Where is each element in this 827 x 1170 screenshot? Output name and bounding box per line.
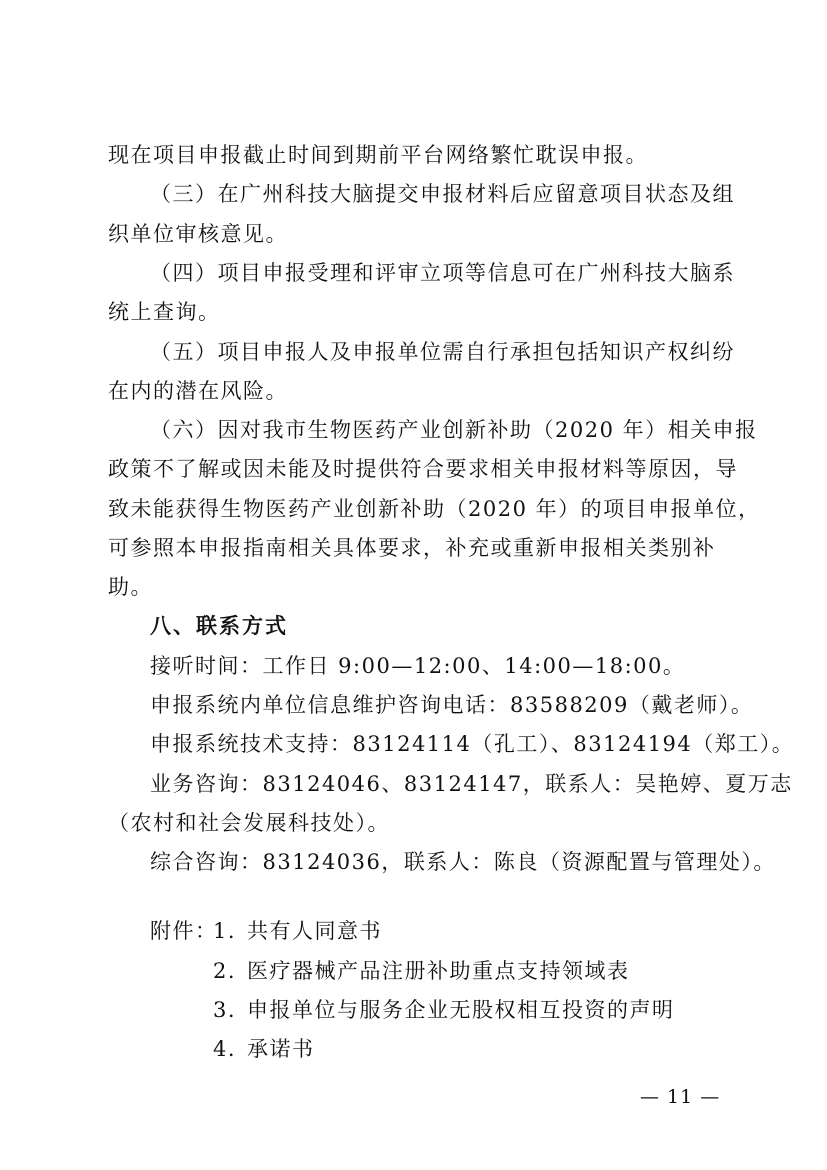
attachment-title: 医疗器械产品注册补助重点支持领域表 bbox=[247, 959, 630, 983]
contact-line: 接听时间：工作日 9:00—12:00、14:00—18:00。 bbox=[150, 654, 686, 678]
paragraph-line: 可参照本申报指南相关具体要求，补充或重新申报相关类别补 bbox=[108, 536, 716, 560]
paragraph-line: 现在项目申报截止时间到期前平台网络繁忙耽误申报。 bbox=[108, 143, 648, 167]
attachment-item bbox=[213, 1035, 315, 1063]
attachment-item bbox=[213, 996, 675, 1024]
attachment-item bbox=[213, 917, 382, 945]
attachment-number: 1. bbox=[213, 919, 237, 943]
paragraph-line: 助。 bbox=[108, 575, 153, 599]
attachment-title: 共有人同意书 bbox=[247, 919, 382, 943]
contact-line: 综合咨询：83124036，联系人：陈良（资源配置与管理处）。 bbox=[150, 850, 776, 874]
attachments-label: 附件： bbox=[150, 919, 218, 943]
contact-line: （农村和社会发展科技处）。 bbox=[108, 811, 390, 835]
paragraph-line: （六）因对我市生物医药产业创新补助（2020 年）相关申报 bbox=[150, 418, 758, 442]
contact-line: 业务咨询：83124046、83124147，联系人：吴艳婷、夏万志 bbox=[150, 772, 793, 796]
attachment-item bbox=[213, 957, 630, 985]
attachment-number: 3. bbox=[213, 998, 237, 1022]
attachment-title: 申报单位与服务企业无股权相互投资的声明 bbox=[247, 998, 675, 1022]
contact-line: 申报系统内单位信息维护咨询电话：83588209（戴老师）。 bbox=[150, 693, 754, 717]
paragraph-line: （三）在广州科技大脑提交申报材料后应留意项目状态及组 bbox=[150, 182, 735, 206]
section-heading: 八、联系方式 bbox=[150, 613, 288, 638]
page-number: — 11 — bbox=[640, 1086, 721, 1108]
paragraph-line: 致未能获得生物医药产业创新补助（2020 年）的项目申报单位， bbox=[108, 497, 761, 521]
paragraph-line: （五）项目申报人及申报单位需自行承担包括知识产权纠纷 bbox=[150, 340, 735, 364]
contact-line: 申报系统技术支持：83124114（孔工）、83124194（郑工）。 bbox=[150, 732, 795, 756]
attachment-number: 4. bbox=[213, 1037, 237, 1061]
paragraph-line: 织单位审核意见。 bbox=[108, 222, 288, 246]
attachment-number: 2. bbox=[213, 959, 237, 983]
paragraph-line: 政策不了解或因未能及时提供符合要求相关申报材料等原因，导 bbox=[108, 457, 738, 481]
paragraph-line: 统上查询。 bbox=[108, 300, 221, 324]
attachment-title: 承诺书 bbox=[247, 1037, 315, 1061]
paragraph-line: 在内的潜在风险。 bbox=[108, 379, 288, 403]
paragraph-line: （四）项目申报受理和评审立项等信息可在广州科技大脑系 bbox=[150, 261, 735, 285]
